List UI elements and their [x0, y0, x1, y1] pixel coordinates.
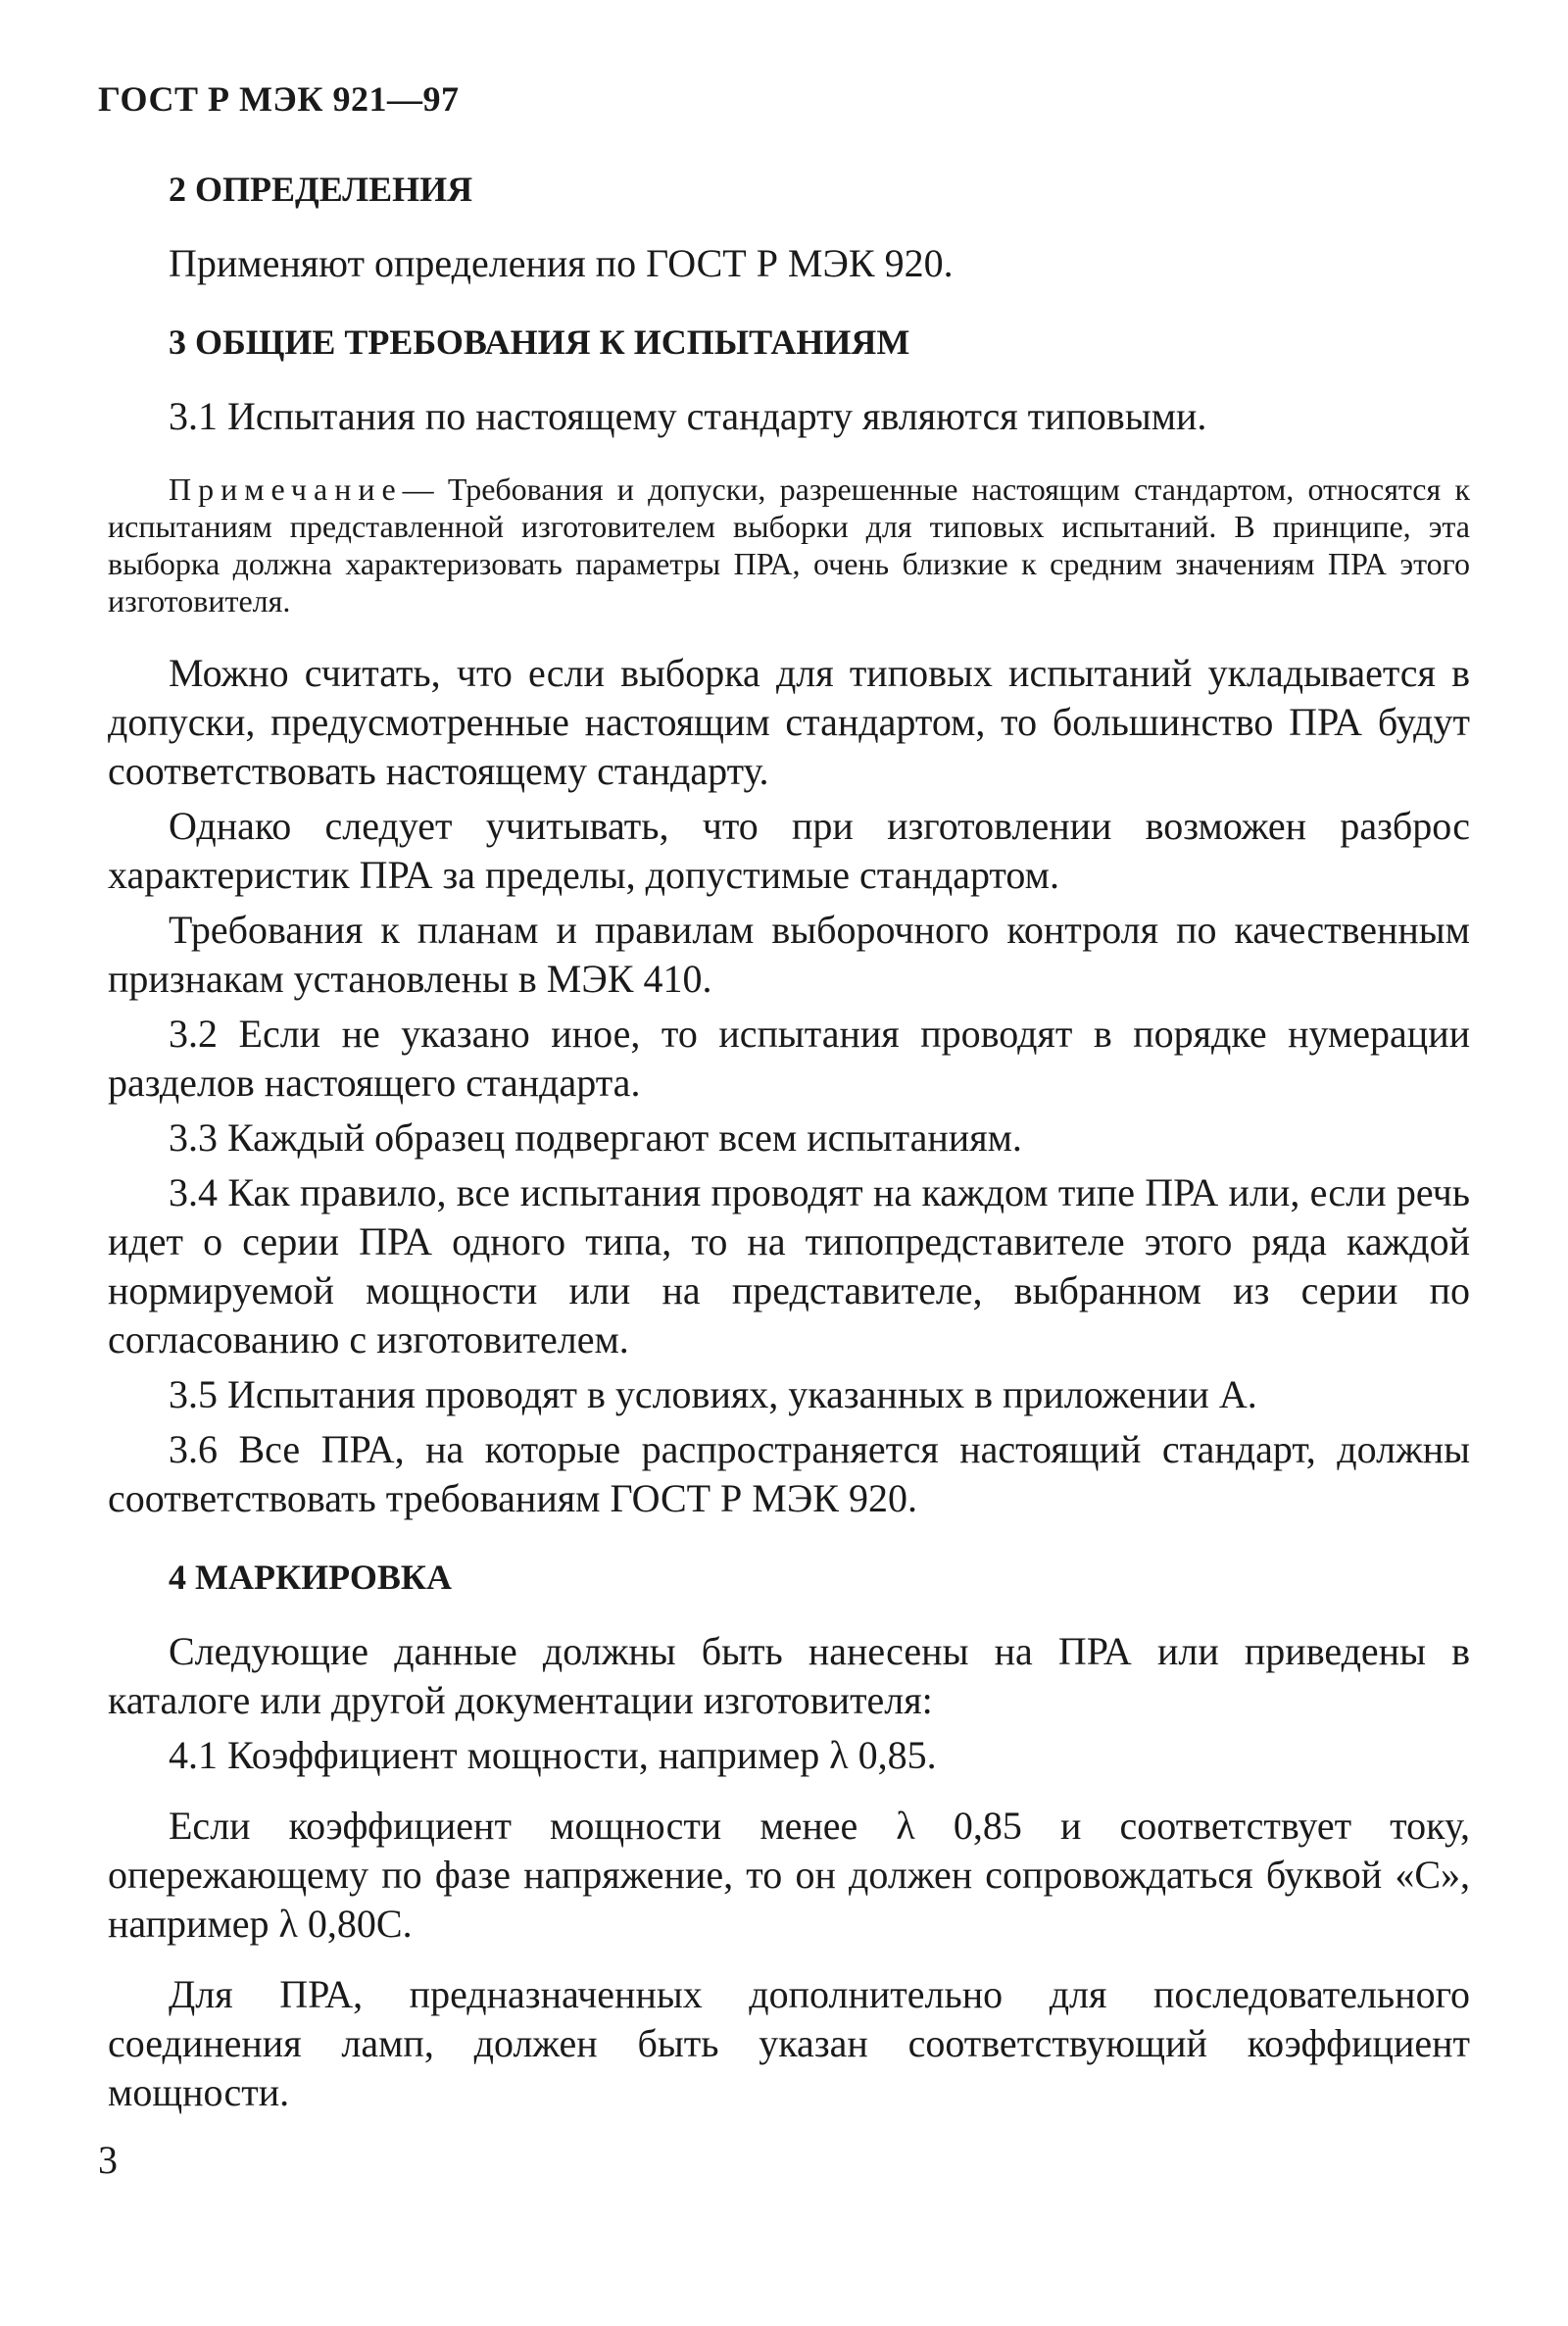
clause-3-4: 3.4 Как правило, все испытания проводят на каждом типе ПРА или, если речь идет о серии ПРА одного типа, то на типопредставителе этого ряда каждой нормируемой мощности или на представителе, выбранном из серии по согласованию с изготовителем.: [108, 1170, 1470, 1361]
section-4-intro: Следующие данные должны быть нанесены на ПРА или приведены в каталоге или другой документации изготовителя:: [108, 1629, 1470, 1722]
page-number: 3: [98, 2138, 118, 2182]
paragraph-power-factor-c: Если коэффициент мощности менее λ 0,85 и соответствует току, опережающему по фазе напряжение, то он должен сопровождаться буквой «С», например λ 0,80С.: [108, 1804, 1470, 1946]
section-2-heading: 2 ОПРЕДЕЛЕНИЯ: [169, 170, 473, 209]
running-head: ГОСТ Р МЭК 921—97: [98, 79, 460, 119]
clause-3-1: 3.1 Испытания по настоящему стандарту являются типовыми.: [169, 394, 1207, 438]
section-3-heading: 3 ОБЩИЕ ТРЕБОВАНИЯ К ИСПЫТАНИЯМ: [169, 322, 910, 362]
clause-3-5: 3.5 Испытания проводят в условиях, указанных в приложении А.: [169, 1372, 1257, 1416]
note-text: — Требования и допуски, разрешенные настоящим стандартом, относятся к испытаниям представленной изготовителем выборки для типовых испытаний. В принципе, эта выборка должна характеризовать параметры ПРА, очень близкие к средним значениям ПРА этого изготовителя.: [108, 471, 1470, 619]
note-paragraph: [108, 470, 1470, 619]
clause-3-3: 3.3 Каждый образец подвергают всем испытаниям.: [169, 1115, 1022, 1160]
clause-4-1: 4.1 Коэффициент мощности, например λ 0,85.: [169, 1733, 937, 1777]
clause-3-2: 3.2 Если не указано иное, то испытания проводят в порядке нумерации разделов настоящего стандарта.: [108, 1012, 1470, 1105]
page-content: [108, 165, 1470, 2123]
paragraph-series-connection: Для ПРА, предназначенных дополнительно для последовательного соединения ламп, должен быть указан соответствующий коэффициент мощности.: [108, 1972, 1470, 2114]
paragraph-sampling-plans: Требования к планам и правилам выборочного контроля по качественным признакам установлены в МЭК 410.: [108, 908, 1470, 1001]
note-label: Примечание: [169, 471, 403, 507]
clause-3-6: 3.6 Все ПРА, на которые распространяется настоящий стандарт, должны соответствовать требованиям ГОСТ Р МЭК 920.: [108, 1427, 1470, 1520]
section-2-text: Применяют определения по ГОСТ Р МЭК 920.: [169, 241, 954, 285]
paragraph-spread: Однако следует учитывать, что при изготовлении возможен разброс характеристик ПРА за пределы, допустимые стандартом.: [108, 804, 1470, 897]
paragraph-sample-tolerance: Можно считать, что если выборка для типовых испытаний укладывается в допуски, предусмотренные настоящим стандартом, то большинство ПРА будут соответствовать настоящему стандарту.: [108, 651, 1470, 793]
section-4-heading: 4 МАРКИРОВКА: [169, 1558, 452, 1597]
